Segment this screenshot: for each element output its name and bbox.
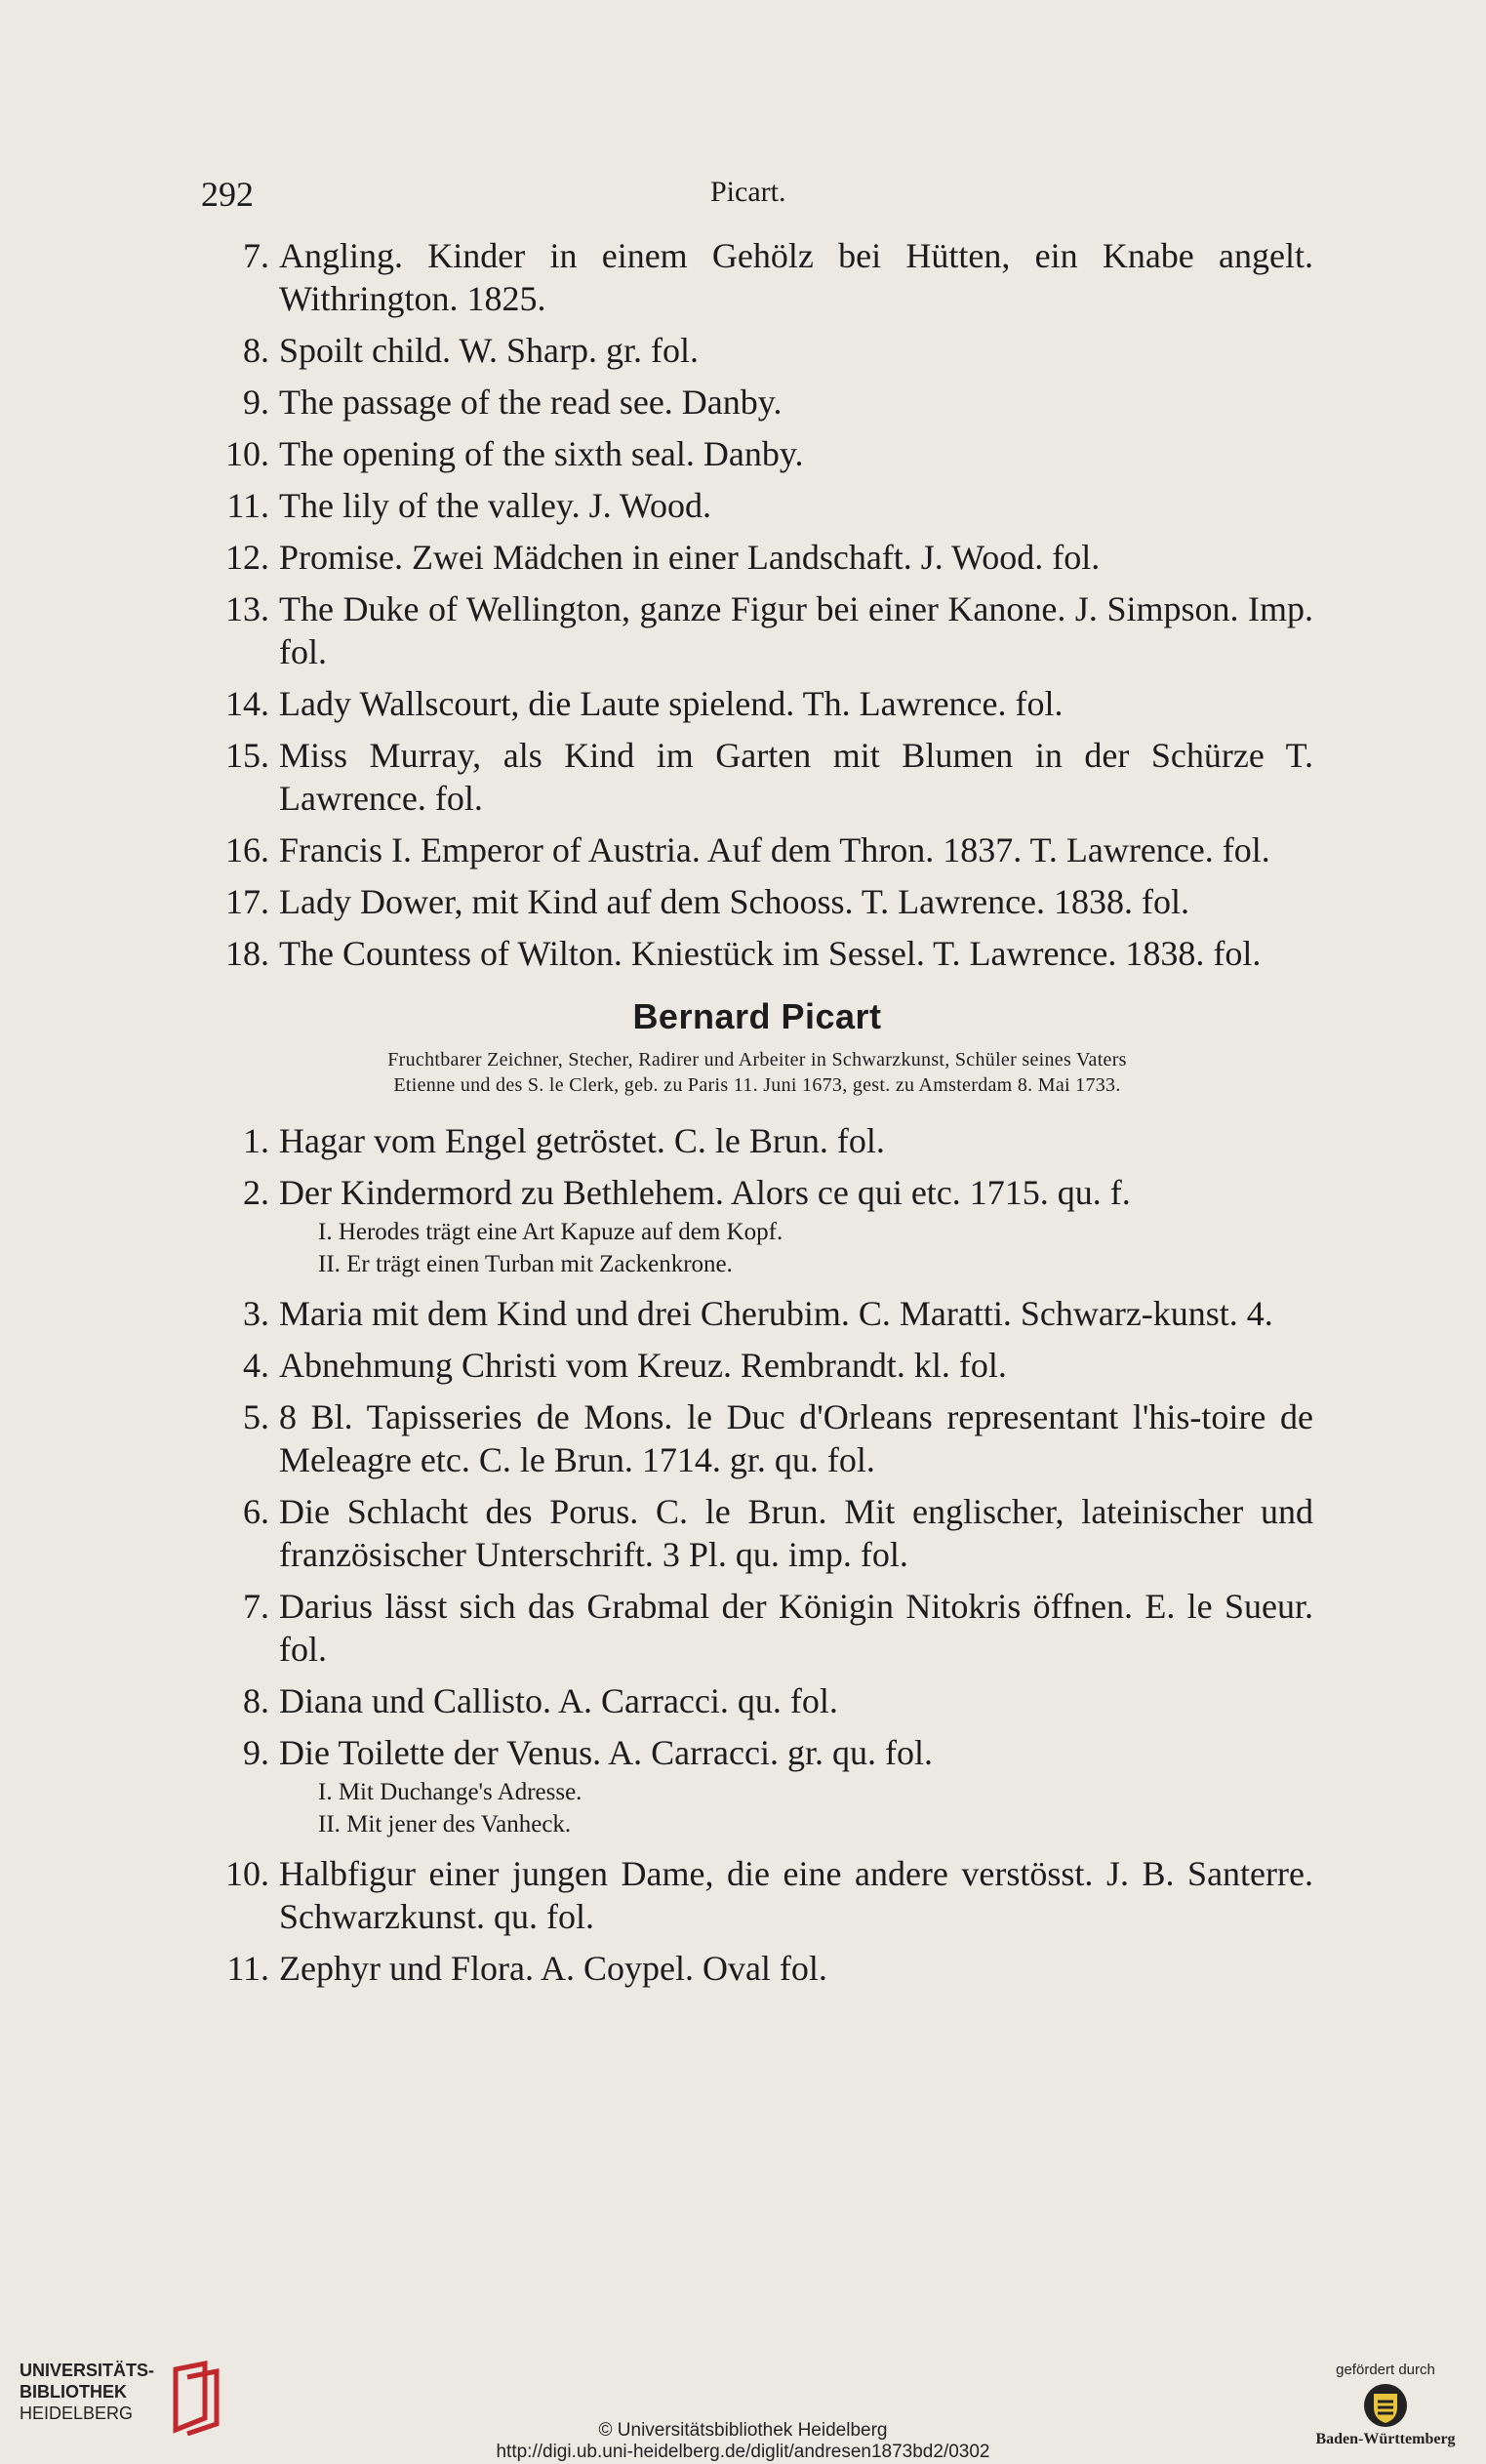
library-emblem-icon [166, 2360, 224, 2436]
list-item: 12. Promise. Zwei Mädchen in einer Landschaft. J. Wood. fol. [225, 538, 1101, 577]
list-item: 8. Spoilt child. W. Sharp. gr. fol. [243, 331, 700, 370]
list-item: 18. The Countess of Wilton. Kniestück im Sessel. T. Lawrence. 1838. fol. [225, 934, 1262, 973]
list-item: 11. The lily of the valley. J. Wood. [226, 486, 712, 525]
page-content [201, 234, 1313, 1999]
source-url-link[interactable]: http://digi.ub.uni-heidelberg.de/diglit/andresen1873bd2/0302 [496, 2442, 990, 2462]
state-note: I. Mit Duchange's Adresse. [318, 1779, 582, 1805]
list-item: 15. Miss Murray, als Kind im Garten mit Blumen in der Schürze T. Lawrence. fol. [225, 736, 1313, 818]
list-item: 7. Darius lässt sich das Grabmal der Königin Nitokris öffnen. E. le Sueur. fol. [243, 1587, 1313, 1669]
funded-by-label: gefördert durch [1336, 2362, 1435, 2378]
list-item: 10. The opening of the sixth seal. Danby. [225, 434, 804, 473]
logo-line-3: HEIDELBERG [20, 2403, 134, 2423]
footer-credits [390, 2420, 1096, 2463]
list-item: 13. The Duke of Wellington, ganze Figur bei einer Kanone. J. Simpson. Imp. fol. [225, 589, 1313, 671]
list-item: 14. Lady Wallscourt, die Laute spielend. Th. Lawrence. fol. [225, 684, 1064, 723]
list-item: 17. Lady Dower, mit Kind auf dem Schooss. T. Lawrence. 1838. fol. [225, 882, 1190, 921]
list-item: 3. Maria mit dem Kind und drei Cherubim. C. Maratti. Schwarz-kunst. 4. [243, 1294, 1273, 1333]
state-note: II. Er trägt einen Turban mit Zackenkrone. [318, 1251, 733, 1277]
list-item: 11. Zephyr und Flora. A. Coypel. Oval fol. [226, 1949, 827, 1988]
library-logo[interactable] [20, 2360, 273, 2447]
list-item: 2. Der Kindermord zu Bethlehem. Alors ce qui etc. 1715. qu. f. [243, 1173, 1131, 1212]
page-header [0, 174, 1486, 213]
list-item: 1. Hagar vom Engel getröstet. C. le Brun. fol. [243, 1121, 885, 1160]
state-coat-of-arms-icon [1360, 2382, 1411, 2429]
state-note: II. Mit jener des Vanheck. [318, 1811, 572, 1838]
list-item: 7. Angling. Kinder in einem Gehölz bei Hütten, ein Knabe angelt. Withrington. 1825. [243, 236, 1313, 318]
logo-line-1: UNIVERSITÄTS- [20, 2361, 155, 2380]
list-item: 16. Francis I. Emperor of Austria. Auf dem Thron. 1837. T. Lawrence. fol. [225, 830, 1270, 869]
list-item: 6. Die Schlacht des Porus. C. le Brun. Mit englischer, lateinischer und französischer Unterschrift. 3 Pl. qu. imp. fol. [243, 1492, 1313, 1574]
section-title: Bernard Picart [632, 996, 882, 1036]
page-number: 292 [201, 175, 254, 214]
list-item: 8. Diana und Callisto. A. Carracci. qu. fol. [243, 1681, 838, 1720]
logo-line-2: BIBLIOTHEK [20, 2382, 127, 2402]
list-item: 4. Abnehmung Christi vom Kreuz. Rembrandt. kl. fol. [243, 1346, 1007, 1385]
running-head: Picart. [710, 176, 786, 208]
section-description: Fruchtbarer Zeichner, Stecher, Radirer und Arbeiter in Schwarzkunst, Schüler seines Vaters Etienne und des S. le Clerk, geb. zu Paris 11. Juni 1673, gest. zu Amsterdam 8. Mai 1733. [387, 1049, 1127, 1096]
state-note: I. Herodes trägt eine Art Kapuze auf dem Kopf. [318, 1219, 783, 1245]
list-item: 9. Die Toilette der Venus. A. Carracci. gr. qu. fol. [243, 1733, 933, 1772]
list-item: 10. Halbfigur einer jungen Dame, die eine andere verstösst. J. B. Santerre. Schwarzkunst. qu. fol. [225, 1854, 1313, 1936]
funder-block [1298, 2362, 1473, 2448]
list-item: 9. The passage of the read see. Danby. [243, 383, 783, 422]
funder-name: Baden-Württemberg [1315, 2431, 1456, 2447]
list-item: 5. 8 Bl. Tapisseries de Mons. le Duc d'Orleans representant l'his-toire de Meleagre etc. C. le Brun. 1714. gr. qu. fol. [243, 1397, 1313, 1479]
copyright-text: © Universitätsbibliothek Heidelberg [598, 2420, 888, 2441]
